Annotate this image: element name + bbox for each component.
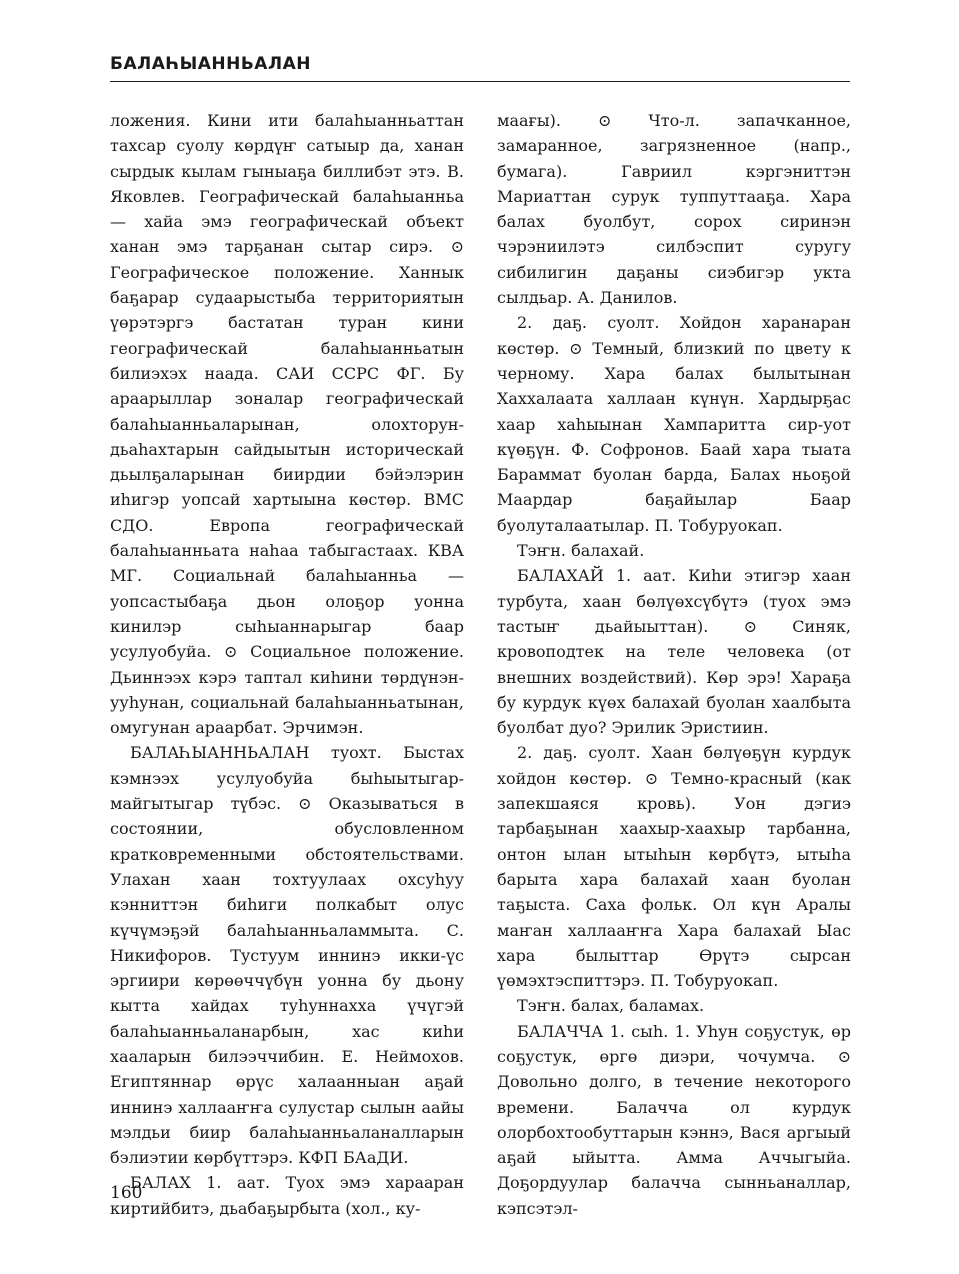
right-text-0: маағы). ⊙ Что-л. запачканное, замаранное, загрязненное (напр., бумага). Гавриил кэргэниттэн Мариаттан сурук туппуттааҕа. Хара балах буолбут, сорох сиринэн чэрэниилэтэ силбэспит суругу сибилигин даҕаны сиэбигэр укта сылдьар. А. Данилов. <box>497 111 851 308</box>
entry-paragraph <box>497 563 851 740</box>
left-text-1: БАЛАҺЫАННЬАЛАН туохт. Быстах кэмнээх усулуобуйа быһыытыгар-майгытыгар түбэс. ⊙ Оказываться в состоянии, обусловленном кратковременными обстоятельствами. Улахан хаан тохтуулаах охсуһуу кэнниттэн биһиги полкабыт олус күчүмэҕэй балаһыанньаламмыта. С. Никифоров. Тустуум иннинэ икки-үс эргиири көрөөччүбүн уонна бу дьону кытта хайдах туһуннахха үчүгэй балаһыанньаланарбын, хас киһи хааларын билээччибин. Е. Неймохов. Египтяннар өрүс халаанныан аҕай иннинэ халлааҥҥа сулустар сылын аайы мэлдьи биир балаһыанньаланалларын бэлиэтии көрбүттэрэ. КФП БАаДИ. <box>110 743 464 1168</box>
entry-paragraph <box>497 310 851 538</box>
left-text-0: ложения. Кини ити балаһыанньаттан тахсар суолу көрдүҥ сатыыр да, ханан сырдык кылам гыныаҕа биллибэт этэ. В. Яковлев. Географическай балаһыанньа — хайа эмэ географическай объект ханан эмэ тарҕанан сытар сирэ. ⊙ Географическое положение. Ханнык баҕарар судаарыстыба территориятын үөрэтэргэ бастатан туран кини географическай балаһыанньатын билиэхэх наада. САИ ССРС ФГ. Бу араарыллар зоналар географическай балаһыанньаларынан, олохторун-дьаһахтарын сайдыытын историческай дьылҕаларынан биирдии бэйэлэрин иһигэр уопсай хартыына көстөр. ВМС СДО. Европа географическай балаһыанньата наһаа табыгастаах. КВА МГ. Социальнай балаһыанньа — уопсастыбаҕа дьон олоҕор уонна кинилэр сыһыаннарыгар баар усулуобуйа. ⊙ Социальное положение. Дьиннээх кэрэ таптал киһини төрдүнэн-ууһунан, социальнай балаһыанньатынан, омугунан араарбат. Эрчимэн. <box>110 111 464 738</box>
left-column <box>110 108 464 1221</box>
right-column <box>497 108 851 1221</box>
running-head: БАЛАҺЫАННЬАЛАН <box>110 54 311 74</box>
page-number: 160 <box>110 1183 143 1203</box>
entry-paragraph <box>497 1019 851 1221</box>
right-text-4: 2. даҕ. суолт. Хаан бөлүөҕүн курдук хойдон көстөр. ⊙ Темно-красный (как запекшаяся кровь). Уон дэгиэ тарбаҕынан хаахыр-хаахыр тарбанна, онтон ылан ытыһын көрбүтэ, ытыһа барыта хара балахай хаан буолан таҕыста. Саха фольк. Ол күн Аралы маҥан халлааҥҥа Хара балахай Ыас хара былыттар Өрүтэ сырсан үөмэхтэспиттэрэ. П. Тобуруокап. <box>497 743 851 991</box>
entry-paragraph <box>110 1170 464 1221</box>
header-rule <box>110 81 850 82</box>
right-text-1: 2. даҕ. суолт. Хойдон харанаран көстөр. ⊙ Темный, близкий по цвету к черному. Хара балах былытынан Хаххалаата халлаан күнүн. Хардырҕас хаар хаһыынан Хампаритта сир-уот күөҕүн. Ф. Софронов. Баай хара тыата Бараммат буолан барда, Балах ньоҕой Маардар баҕайылар Баар буолуталаатылар. П. Тобуруокап. <box>497 313 851 535</box>
right-text-5: Тэҥн. балах, баламах. <box>517 996 705 1016</box>
left-text-2: БАЛАХ 1. аат. Туох эмэ харааран киртийбитэ, дьабаҕырбыта (хол., ку- <box>110 1173 464 1218</box>
entry-paragraph <box>497 108 851 310</box>
entry-paragraph <box>497 740 851 993</box>
cross-reference <box>497 993 851 1018</box>
right-text-3: БАЛАХАЙ 1. аат. Киһи этигэр хаан турбута, хаан бөлүөхсүбүтэ (туох эмэ тастыҥ дьайыыттан). ⊙ Синяк, кровоподтек на теле человека (от внешних воздействий). Көр эрэ! Хараҕа бу курдук күөх балахай буолан хаалбыта буолбат дуо? Эрилик Эристиин. <box>497 566 851 738</box>
right-text-2: Тэҥн. балахай. <box>517 541 645 561</box>
entry-paragraph <box>110 108 464 740</box>
entry-paragraph <box>110 740 464 1170</box>
right-text-6: БАЛАЧЧА 1. сыһ. 1. Уһун соҕустук, өр соҕустук, өргө диэри, чочумча. ⊙ Довольно долго, в течение некоторого времени. Балачча ол курдук олорбохтообуттарын кэннэ, Вася аргыый аҕай ыйытта. Амма Аччыгыйа. Доҕордуулар балачча сынньаналлар, кэпсэтэл- <box>497 1021 851 1218</box>
cross-reference <box>497 538 851 563</box>
